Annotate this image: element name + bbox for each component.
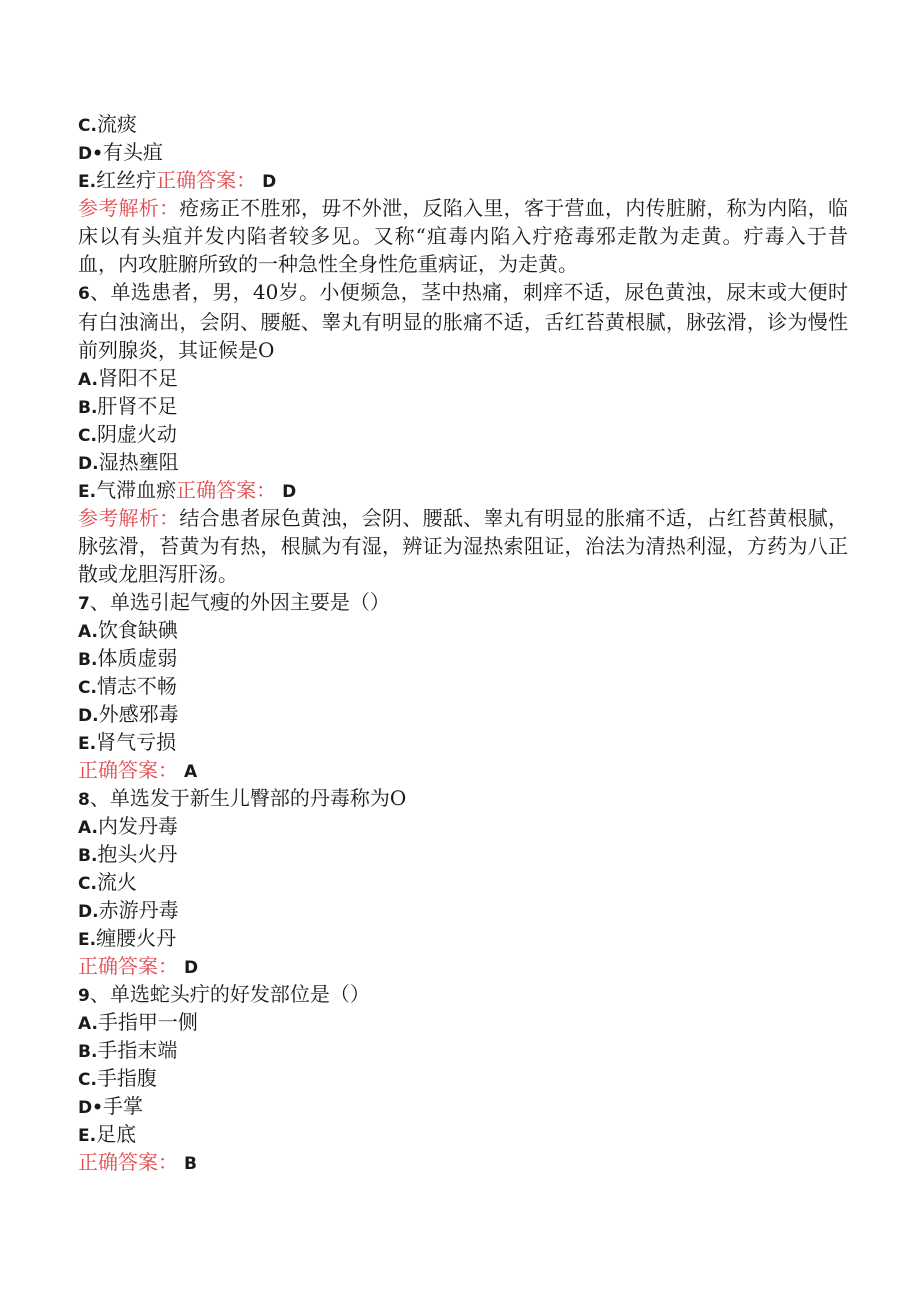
q9-stem-text: 、单选蛇头疔的好发部位是（） [89, 982, 370, 1006]
q9-answer-label: 正确答案： [78, 1150, 178, 1174]
q6-answer-label: 正确答案： [176, 478, 277, 502]
q9-option-a: A.手指甲一侧 [78, 1010, 198, 1034]
q7-option-b: B.体质虚弱 [78, 646, 178, 670]
q8-option-b: B.抱头火丹 [78, 842, 178, 866]
q6-option-c: C.阴虚火动 [78, 422, 177, 446]
q9-option-b: B.手指末端 [78, 1038, 178, 1062]
q7-answer-row [78, 756, 848, 784]
q9-option-e: E.足底 [78, 1122, 137, 1146]
q6-option-d: D.湿热壅阻 [78, 450, 179, 474]
q6-analysis-text: 结合患者尿色黄浊，会阴、腰舐、睾丸有明显的胀痛不适，占红苔黄根腻，脉弦滑，苔黄为有热，根腻为有湿，辨证为湿热索阻证，治法为清热利湿，方药为八正散或龙胆泻肝汤。 [78, 506, 849, 586]
q8-answer-row [78, 952, 848, 980]
q5-answer: D [262, 172, 277, 192]
q8-number: 8 [78, 790, 90, 810]
q7-answer: A [184, 762, 198, 782]
q5-analysis [78, 194, 848, 278]
q6-answer: D [282, 482, 297, 502]
q8-stem [78, 784, 848, 812]
q8-answer: D [184, 958, 199, 978]
q8-option-c: C.流火 [78, 870, 137, 894]
q7-stem-text: 、单选引起气瘦的外因主要是（） [89, 590, 390, 614]
q7-option-a: A.饮食缺碘 [78, 618, 178, 642]
q8-answer-label: 正确答案： [78, 954, 178, 978]
q6-analysis [78, 504, 848, 588]
q7-stem [78, 588, 848, 616]
q8-option-d: D.赤游丹毒 [78, 898, 179, 922]
q6-option-e: E.气滞血瘀正确答案： D [78, 478, 297, 502]
q5-option-d: D•有头疽 [78, 140, 163, 164]
q6-stem-text: 、单选患者，男，40岁。小便频急，茎中热痛，刺痒不适，尿色黄浊，尿末或大便时有白浊滴出，会阴、腰艇、睾丸有明显的胀痛不适，舌红苔黄根腻，脉弦滑，诊为慢性前列腺炎，其证候是O [78, 280, 848, 362]
q8-stem-text: 、单选发于新生儿臀部的丹毒称为O [89, 786, 407, 810]
q7-option-e: E.肾气亏损 [78, 730, 177, 754]
q5-option-e: E.红丝疔正确答案： D [78, 168, 277, 192]
q7-option-d: D.外感邪毒 [78, 702, 179, 726]
q5-analysis-label: 参考解析： [78, 196, 180, 220]
q7-option-c: C.情志不畅 [78, 674, 177, 698]
q9-number: 9 [78, 986, 90, 1006]
q5-analysis-text: 疮疡正不胜邪，毋不外泄，反陷入里，客于营血，内传脏腑，称为内陷，临床以有头疽并发内陷者较多见。又称“疽毒内陷入疔疮毒邪走散为走黄。疔毒入于昔血，内攻脏腑所致的一种急性全身性危重病证，为走黄。 [78, 196, 849, 276]
q6-number: 6 [78, 284, 90, 304]
q5-option-c: C.流痰 [78, 112, 137, 136]
q8-option-e: E.缠腰火丹 [78, 926, 177, 950]
q6-analysis-label: 参考解析： [78, 506, 180, 530]
document-page [78, 110, 848, 1176]
q9-option-c: C.手指腹 [78, 1066, 157, 1090]
q7-number: 7 [78, 594, 90, 614]
q6-stem [78, 278, 848, 364]
q9-option-d: D•手掌 [78, 1094, 143, 1118]
q9-answer-row [78, 1148, 848, 1176]
q6-option-a: A.肾阳不足 [78, 366, 178, 390]
q5-answer-label: 正确答案： [156, 168, 257, 192]
q9-answer: B [184, 1154, 197, 1174]
q6-option-b: B.肝肾不足 [78, 394, 178, 418]
q8-option-a: A.内发丹毒 [78, 814, 178, 838]
q9-stem [78, 980, 848, 1008]
q7-answer-label: 正确答案： [78, 758, 178, 782]
